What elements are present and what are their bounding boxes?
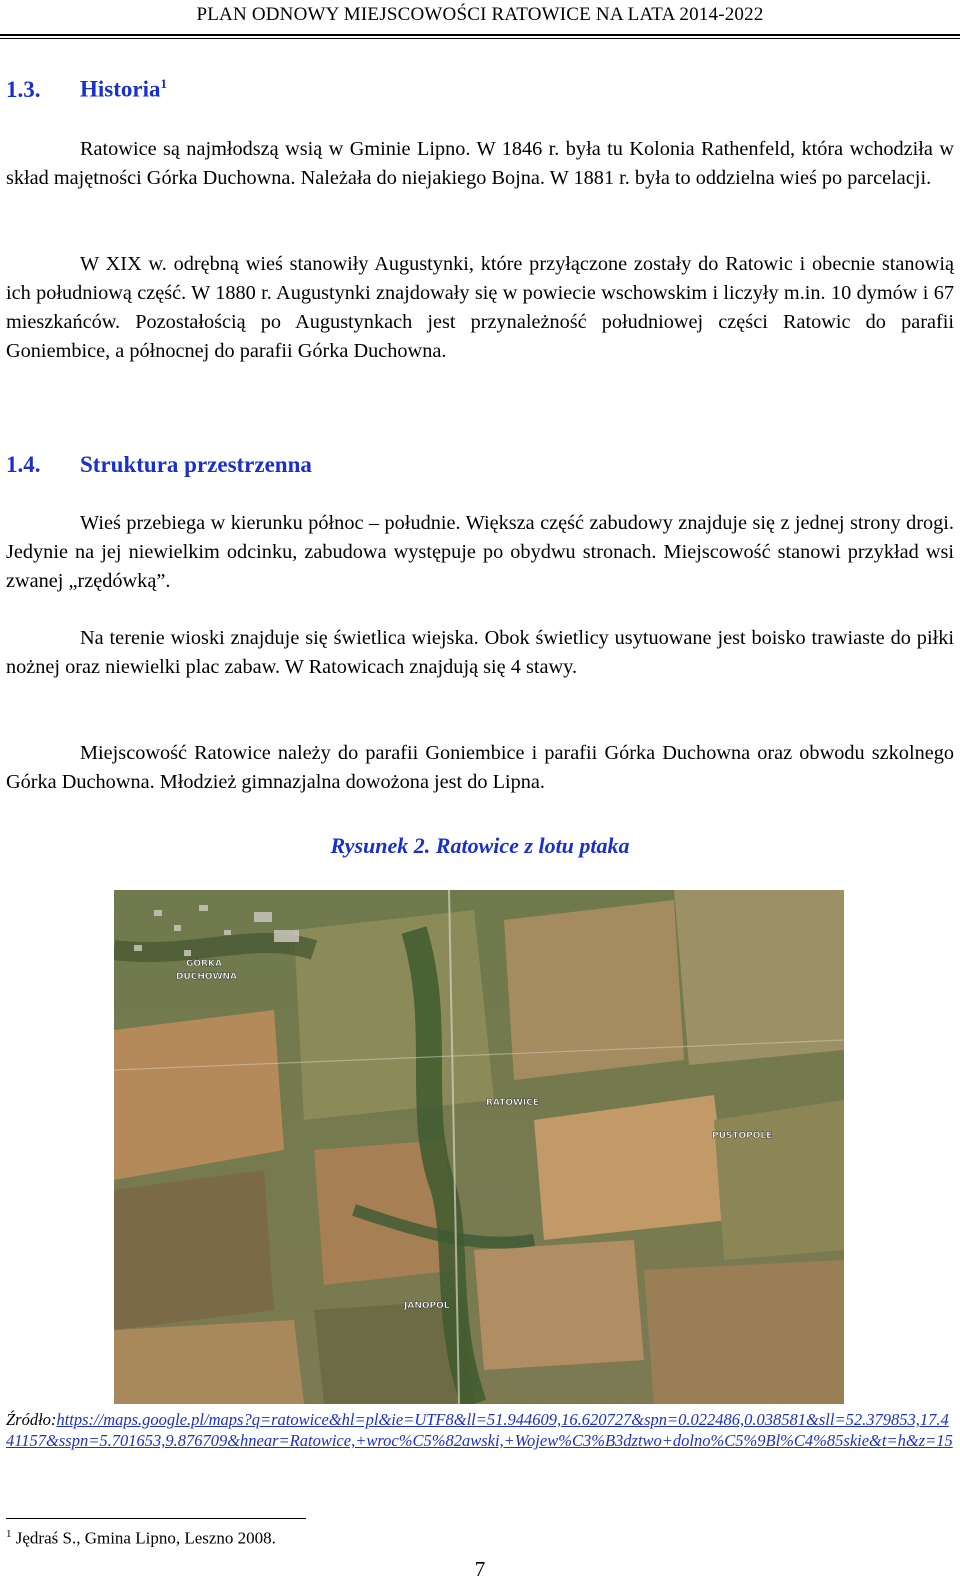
paragraph-structure-1: Wieś przebiega w kierunku północ – południe. Większa część zabudowy znajduje się z jednej strony drogi. Jedynie na jej niewielkim odcinku, zabudowa występuje po obydwu stronach. Miejscowość stanowi przykład wsi zwanej „rzędówką”. (6, 512, 954, 592)
figure-caption: Rysunek 2. Ratowice z lotu ptaka (330, 833, 630, 858)
source-label: Źródło: (6, 1410, 57, 1429)
paragraph-history-2: W XIX w. odrębną wieś stanowiły Augustynki, które przyłączone zostały do Ratowic i obecnie stanowią ich południową część. W 1880 r. Augustynki znajdowały się w powiecie wschowskim i liczyły m.in. 10 dymów i 67 mieszkańców. Pozostałością po Augustynkach jest przynależność południowej części Ratowic do parafii Goniembice, a północnej do parafii Górka Duchowna. (6, 253, 954, 362)
section-heading-history (6, 76, 167, 103)
section-number: 1.3. (6, 76, 41, 102)
paragraph-history-1: Ratowice są najmłodszą wsią w Gminie Lipno. W 1846 r. była tu Kolonia Rathenfeld, która wchodziła w skład majętności Górka Duchowna. Należała do niejakiego Bojna. W 1881 r. była to oddzielna wieś po parcelacji. (6, 138, 954, 189)
section-title: Historia (80, 76, 161, 102)
source-link[interactable]: https://maps.google.pl/maps?q=ratowice&hl=pl&ie=UTF8&ll=51.944609,16.620727&spn=0.022486,0.038581&sll=52.379853,17.441157&sspn=5.701653,9.876709&hnear=Ratowice,+wroc%C5%82awski,+Wojew%C3%B3dztwo+dolno%C5%9Bl%C4%85skie&t=h&z=15 (6, 1410, 953, 1450)
footnote-text: Jędraś S., Gmina Lipno, Leszno 2008. (15, 1528, 276, 1548)
footnote (6, 1528, 276, 1549)
section-title: Struktura przestrzenna (80, 452, 312, 477)
header-rule-thin (0, 38, 960, 39)
map-label-pustopole: PUSTOPOLE (712, 1131, 773, 1141)
aerial-photo (114, 890, 844, 1404)
paragraph-structure-2: Na terenie wioski znajduje się świetlica wiejska. Obok świetlicy usytuowane jest boisko trawiaste do piłki nożnej oraz niewielki plac zabaw. W Ratowicach znajdują się 4 stawy. (6, 627, 954, 678)
running-header: PLAN ODNOWY MIEJSCOWOŚCI RATOWICE NA LATA 2014-2022 (196, 4, 764, 25)
footnote-reference[interactable]: 1 (160, 76, 167, 91)
footnote-mark: 1 (6, 1528, 12, 1540)
header-rule-thick (0, 34, 960, 36)
section-number: 1.4. (6, 452, 41, 477)
paragraph-structure-3: Miejscowość Ratowice należy do parafii Goniembice i parafii Górka Duchowna oraz obwodu szkolnego Górka Duchowna. Młodzież gimnazjalna dowożona jest do Lipna. (6, 742, 954, 793)
map-label-ratowice: RATOWICE (486, 1098, 540, 1108)
figure-source (6, 1409, 954, 1451)
section-heading-structure (6, 452, 312, 478)
map-label-janopol: JANOPOL (404, 1301, 450, 1311)
footnote-separator (6, 1518, 306, 1519)
page-number: 7 (474, 1557, 486, 1581)
map-label-duchowna: DUCHOWNA (176, 972, 237, 982)
map-label-gorka: GÓRKA (186, 959, 222, 969)
